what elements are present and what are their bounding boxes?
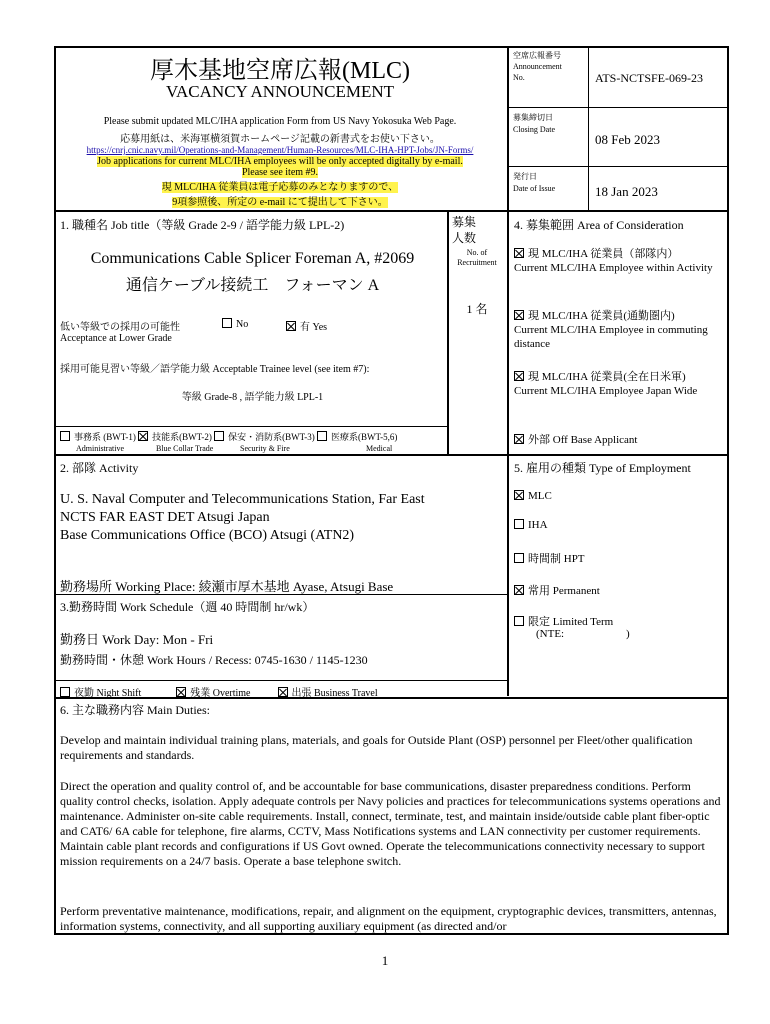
employment-iha[interactable]: IHA xyxy=(514,519,548,531)
work-day: 勤務日 Work Day: Mon - Fri xyxy=(60,632,214,647)
activity-heading: 2. 部隊 Activity xyxy=(60,461,139,475)
night-shift-option[interactable]: 夜勤 Night Shift xyxy=(60,688,141,699)
checked-checkbox-icon xyxy=(286,321,296,331)
category-medical[interactable]: 医療系(BWT-5,6) xyxy=(317,432,397,442)
checkbox-icon xyxy=(60,687,70,697)
checked-checkbox-icon xyxy=(514,585,524,595)
area-heading: 4. 募集範囲 Area of Consideration xyxy=(514,218,684,232)
category-sub-security: Security & Fire xyxy=(240,444,290,453)
job-title-jp: 通信ケーブル接続工 フォーマン A xyxy=(125,277,380,294)
lower-grade-jp: 低い等級での採用の可能性 xyxy=(60,322,180,333)
lower-grade-no[interactable]: No xyxy=(222,318,248,330)
checkbox-icon xyxy=(514,553,524,563)
digital-note-en: Job applications for current MLC/IHA employees will be only accepted digitally by e-mail. xyxy=(97,156,463,167)
working-place: 勤務場所 Working Place: 綾瀬市厚木基地 Ayase, Atsugi Base xyxy=(60,579,394,594)
closing-date: 08 Feb 2023 xyxy=(595,132,660,147)
employment-hpt[interactable]: 時間制 HPT xyxy=(514,550,585,566)
area-option-commuting[interactable]: 現 MLC/IHA 従業員(通勤圏内) Current MLC/IHA Employee in commuting distance xyxy=(514,310,708,350)
employment-permanent[interactable]: 常用 Permanent xyxy=(514,582,600,598)
checkbox-icon xyxy=(60,431,70,441)
digital-note xyxy=(60,156,500,208)
employment-type-heading: 5. 雇用の種類 Type of Employment xyxy=(514,461,691,475)
category-security[interactable]: 保安・消防系(BWT-3) xyxy=(214,432,315,442)
duty-paragraph-1: Develop and maintain individual training plans, materials, and goals for Outside Plant (OSP) personnel per Fleet/other qualification requirements and standards. xyxy=(60,733,693,762)
employment-mlc[interactable]: MLC xyxy=(514,490,552,502)
category-sub-blue-collar: Blue Collar Trade xyxy=(156,444,214,453)
trainee-level-label: 採用可能見習い等級／語学能力級 Acceptable Trainee level (see item #7): xyxy=(60,364,370,375)
duty-paragraph-3: Perform preventative maintenance, modifications, repair, and alignment on the equipment, cryptographic devices, transmitters, antennas, information systems, connectivity, and all supporting auxiliary equipment (as directed and/or xyxy=(60,904,717,933)
submit-note-jp: 応募用紙は、米海軍横須賀ホームページ記載の新書式をお使い下さい。 xyxy=(120,134,440,145)
checked-checkbox-icon xyxy=(514,490,524,500)
category-sub-administrative: Administrative xyxy=(76,444,124,453)
page-number: 1 xyxy=(381,953,389,968)
area-option-off-base[interactable]: 外部 Off Base Applicant xyxy=(514,431,637,447)
column-divider xyxy=(507,46,509,696)
category-blue-collar[interactable]: 技能系(BWT-2) xyxy=(138,432,212,442)
issue-date: 18 Jan 2023 xyxy=(595,184,658,199)
title-jp: 厚木基地空席広報(MLC) xyxy=(150,58,410,84)
title-en: VACANCY ANNOUNCEMENT xyxy=(165,82,395,101)
work-schedule-heading: 3.勤務時間 Work Schedule（週 40 時間制 hr/wk） xyxy=(60,600,315,614)
job-title-heading: 1. 職種名 Job title（等級 Grade 2-9 / 語学能力級 LPL-2) xyxy=(60,218,345,232)
checked-checkbox-icon xyxy=(514,310,524,320)
nte-label: (NTE: xyxy=(536,628,565,640)
announcement-number: ATS-NCTSFE-069-23 xyxy=(595,71,704,85)
table-border-left xyxy=(54,46,56,934)
form-link[interactable]: https://cnrj.cnic.navy.mil/Operations-and-Management/Human-Resources/MLC-IHA-HPT-Jobs/JN-Forms/ xyxy=(86,145,474,155)
info-divider xyxy=(588,46,589,210)
employment-limited[interactable]: 限定 Limited Term xyxy=(514,613,613,629)
digital-note-jp2: 9項参照後、所定の e-mail にて提出して下さい。 xyxy=(172,197,388,208)
table-border-top xyxy=(54,46,728,48)
lower-grade-yes[interactable]: 有 Yes xyxy=(286,318,327,333)
activity-lines: U. S. Naval Computer and Telecommunications Station, Far East NCTS FAR EAST DET Atsugi Japan Base Communications Office (BCO) Atsugi (ATN2) xyxy=(60,492,425,543)
duty-paragraph-2: Direct the operation and quality control of, and be accountable for base communications, disaster preparedness conditions. Perform quality control checks, isolation. Apply adequate controls per Navy policies and practices for telecommunications systems operations and maintenance. Administer on-site cable requirements. Install, connect, terminate, test, and maintain inside/outside cable plant fiber-optic and CAT6/ 6A cable for telephone, fire alarms, CCTV, Mass Notifications systems and LAN connectivity per customer requirements. Maintain cable plant records and configurations if US Govt owned. Operate the telecommunications connectivity necessary to support mission requirements on a 24/7 basis. Operate a base telephone switch. xyxy=(60,779,721,868)
job-title-en: Communications Cable Splicer Foreman A, #2069 xyxy=(90,250,415,267)
recruit-count: 1 名 xyxy=(466,302,488,316)
see-item-note: Please see item #9. xyxy=(241,167,319,178)
schedule-options xyxy=(60,684,378,699)
checked-checkbox-icon xyxy=(138,431,148,441)
checkbox-icon xyxy=(317,431,327,441)
closing-date-label: 募集締切日 Closing Date xyxy=(513,113,555,134)
digital-note-jp1: 現 MLC/IHA 従業員は電子応募のみとなりますので、 xyxy=(161,182,399,193)
category-row xyxy=(60,430,397,443)
announcement-label: 空席広報番号 Announcement No. xyxy=(513,51,562,82)
recruit-label-en: No. of Recruitment xyxy=(457,248,497,267)
checkbox-icon xyxy=(222,318,232,328)
checked-checkbox-icon xyxy=(514,371,524,381)
checked-checkbox-icon xyxy=(514,434,524,444)
category-administrative[interactable]: 事務系 (BWT-1) xyxy=(60,432,136,442)
recruit-label-jp: 募集人数 xyxy=(452,215,477,245)
checkbox-icon xyxy=(514,519,524,529)
lower-grade-en: Acceptance at Lower Grade xyxy=(60,333,172,344)
category-sub-medical: Medical xyxy=(366,444,393,453)
checked-checkbox-icon xyxy=(278,687,288,697)
overtime-option[interactable]: 残業 Overtime xyxy=(176,688,250,699)
nte-close: ) xyxy=(626,628,630,640)
area-option-japan-wide[interactable]: 現 MLC/IHA 従業員(全在日米軍) Current MLC/IHA Employee Japan Wide xyxy=(514,371,698,397)
checkbox-icon xyxy=(514,616,524,626)
checkbox-icon xyxy=(214,431,224,441)
area-option-activity[interactable]: 現 MLC/IHA 従業員（部隊内） Current MLC/IHA Employee within Activity xyxy=(514,248,713,274)
issue-date-label: 発行日 Date of Issue xyxy=(513,172,556,193)
main-duties-heading: 6. 主な職務内容 Main Duties: xyxy=(60,703,210,717)
trainee-level-value: 等級 Grade-8 , 語学能力級 LPL-1 xyxy=(181,392,324,403)
checked-checkbox-icon xyxy=(514,248,524,258)
business-travel-option[interactable]: 出張 Business Travel xyxy=(278,688,378,699)
table-border-right xyxy=(727,46,729,934)
submit-note-en: Please submit updated MLC/IHA application Form from US Navy Yokosuka Web Page. xyxy=(103,116,457,127)
work-hours: 勤務時間・休憩 Work Hours / Recess: 0745-1630 / 1145-1230 xyxy=(60,653,368,667)
checked-checkbox-icon xyxy=(176,687,186,697)
